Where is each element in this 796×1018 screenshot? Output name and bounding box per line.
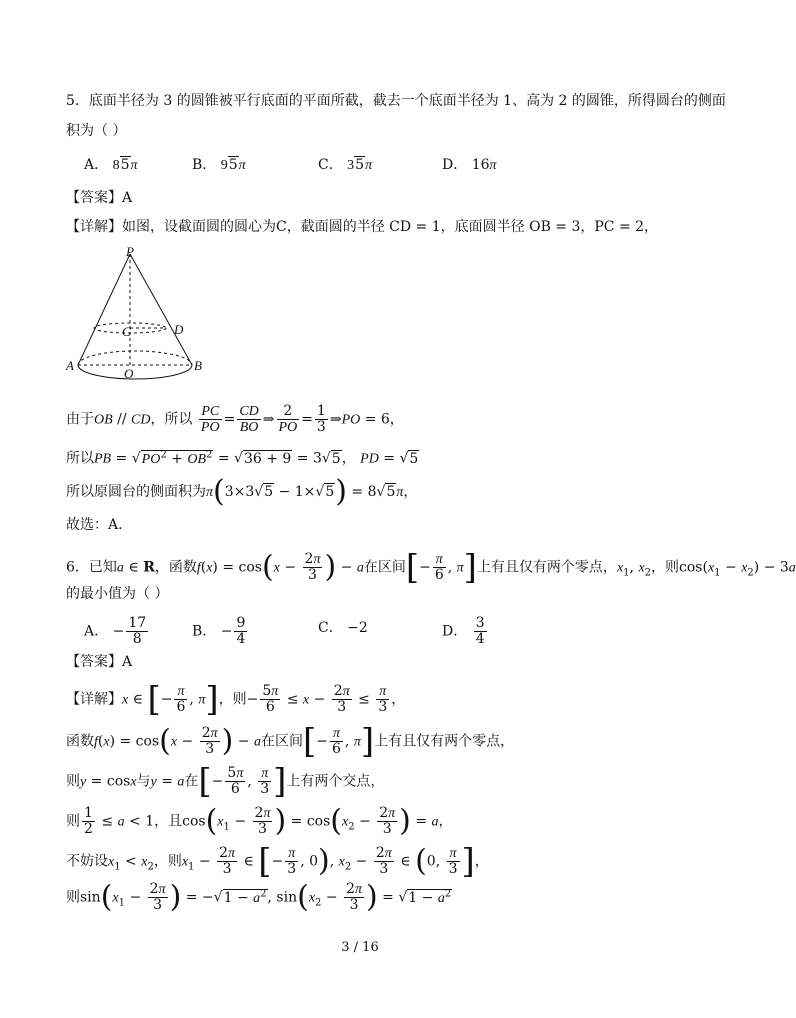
q6-detail-line1: 【详解】x ∈ [− $\frac{\pi}{6}$ , π]，则− $\frac{5\pi}{6}$ ≤ x − $\frac{2\pi}{3}$ ≤ $\frac{\pi}{3}$ ， — [66, 679, 406, 720]
q5-step3: 所以原圆台的侧面积为π(3×3√5 − 1×√5) = 8√5π， — [66, 474, 418, 509]
q5-option-d: D． 16π — [442, 157, 497, 173]
q6-option-b: B． − $\frac{9}{4}$ — [192, 615, 246, 647]
label-o: O — [124, 366, 134, 381]
q5-option-b: B． 95π — [192, 157, 246, 173]
q6-detail-line5: 不妨设$x_1 < x_2$，则$x_1$ − $\frac{2\pi}{3}$ ∈ [− $\frac{\pi}{3}$ , 0), $x_2$ − $\frac{2\pi}{3}$ ∈ (0, $\frac{\pi}{3}$ ]， — [66, 841, 489, 882]
q5-step2: 所以PB = $√PO^2 + OB^2 = √36 + 9 = 3√5$， PD = √5 — [66, 449, 419, 467]
label-c: C — [122, 324, 131, 339]
q6-option-a: A． − $\frac{17}{8}$ — [84, 615, 147, 647]
q6-detail-line3: 则y = cosx与y = a在[− $\frac{5\pi}{6}$ , $\frac{\pi}{3}$ ]上有两个交点， — [66, 761, 385, 802]
q5-option-c: C． 35π — [318, 157, 373, 173]
label-b: B — [194, 358, 202, 373]
cone-figure — [60, 244, 220, 384]
label-d: D — [174, 322, 184, 337]
q5-detail-line1: 【详解】如图，设截面圆的圆心为C，截面圆的半径 CD = 1，底面圆半径 OB = 3，PC = 2， — [66, 219, 659, 235]
q6-detail-line4: 则 $\frac{1}{2}$ ≤ a < 1，且$\cos(x_1$ − $\frac{2\pi}{3}$ ) = $\cos(x_2$ − $\frac{2\pi}{3}$ ) = a， — [66, 803, 453, 839]
q5-stem-line1: 5．底面半径为 3 的圆锥被平行底面的平面所截，截去一个底面半径为 1、高为 2 的圆锥，所得圆台的侧面 — [66, 93, 726, 109]
q6-option-c: C． −2 — [318, 620, 368, 636]
q6-stem-line1: 6．已知a ∈ R，函数f(x) = cos(x − $\frac{2\pi}{3}$ ) − a在区间[− $\frac{\pi}{6}$ , π]上有且仅有两个零点，$x_1$, $x_2$，则$\cos(x_1 - x_2) - 3a$ — [66, 547, 796, 588]
q5-stem-line2: 积为（ ） — [66, 123, 127, 139]
q5-step1: 由于OB // CD，所以 $\frac{PC}{PO}$ = $\frac{CD}{BO}$ ⇒ $\frac{2}{PO}$ = $\frac{1}{3}$ ⇒PO = 6， — [66, 403, 404, 435]
q5-option-a: A． 85π — [84, 157, 138, 173]
q6-detail-line6: 则$\sin(x_1$ − $\frac{2\pi}{3}$ ) = $-√1 - a^2$, $\sin(x_2$ − $\frac{2\pi}{3}$ ) = $√1 - a^2$ — [66, 879, 452, 915]
q6-stem-line2: 的最小值为（ ） — [66, 586, 169, 602]
page-number: 3 / 16 — [341, 940, 379, 955]
label-a: A — [66, 358, 74, 373]
q6-detail-line2: 函数f(x) = cos(x − $\frac{2\pi}{3}$ ) − a在区间[− $\frac{\pi}{6}$ , π]上有且仅有两个零点， — [66, 721, 515, 762]
q5-conclusion: 故选：A. — [66, 517, 123, 533]
q6-answer: 【答案】A — [66, 654, 133, 670]
q5-answer: 【答案】A — [66, 190, 133, 206]
label-p: P — [126, 244, 134, 259]
q6-option-d: D． $\frac{3}{4}$ — [442, 615, 485, 647]
